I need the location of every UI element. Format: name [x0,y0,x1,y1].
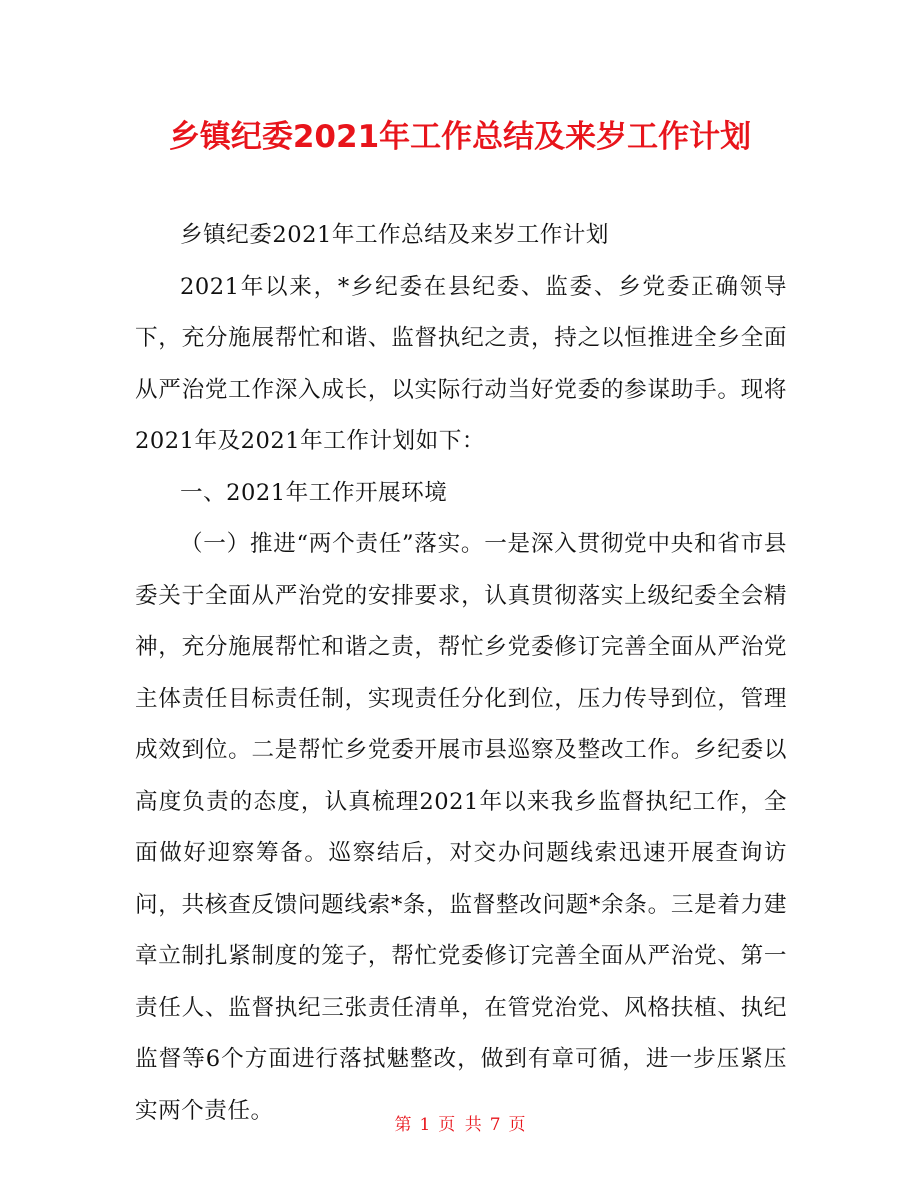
document-body [135,210,787,1137]
paragraph-intro: 2021年以来，*乡纪委在县纪委、监委、乡党委正确领导下，充分施展帮忙和谐、监督执纪之责，持之以恒推进全乡全面从严治党工作深入成长，以实际行动当好党委的参谋助手。现将2021年及2021年工作计划如下： [135,273,787,454]
page-number-footer [0,1110,920,1140]
document-title: 乡镇纪委2021年工作总结及来岁工作计划 [168,119,752,155]
footer-total-pages: 7 [489,1115,501,1135]
footer-suffix: 页 [508,1115,526,1135]
footer-middle: 页 共 [438,1115,482,1135]
paragraph-section-heading: 一、2021年工作开展环境 [180,479,448,506]
footer-page-number: 1 [419,1115,431,1135]
footer-prefix: 第 [394,1115,412,1135]
paragraph-section-1: （一）推进“两个责任”落实。一是深入贯彻党中央和省市县委关于全面从严治党的安排要求，认真贯彻落实上级纪委全会精神，充分施展帮忙和谐之责，帮忙乡党委修订完善全面从严治党主体责任目标责任制，实现责任分化到位，压力传导到位，管理成效到位。二是帮忙乡党委开展市县巡察及整改工作。乡纪委以高度负责的态度，认真梳理2021年以来我乡监督执纪工作，全面做好迎察筹备。巡察结后，对交办问题线索迅速开展查询访问，共核查反馈问题线索*条，监督整改问题*余条。三是着力建章立制扎紧制度的笼子，帮忙党委修订完善全面从严治党、第一责任人、监督执纪三张责任清单，在管党治党、风格扶植、执纪监督等6个方面进行落拭魅整改，做到有章可循，进一步压紧压实两个责任。 [135,531,787,1124]
paragraph-subtitle: 乡镇纪委2021年工作总结及来岁工作计划 [180,222,609,248]
